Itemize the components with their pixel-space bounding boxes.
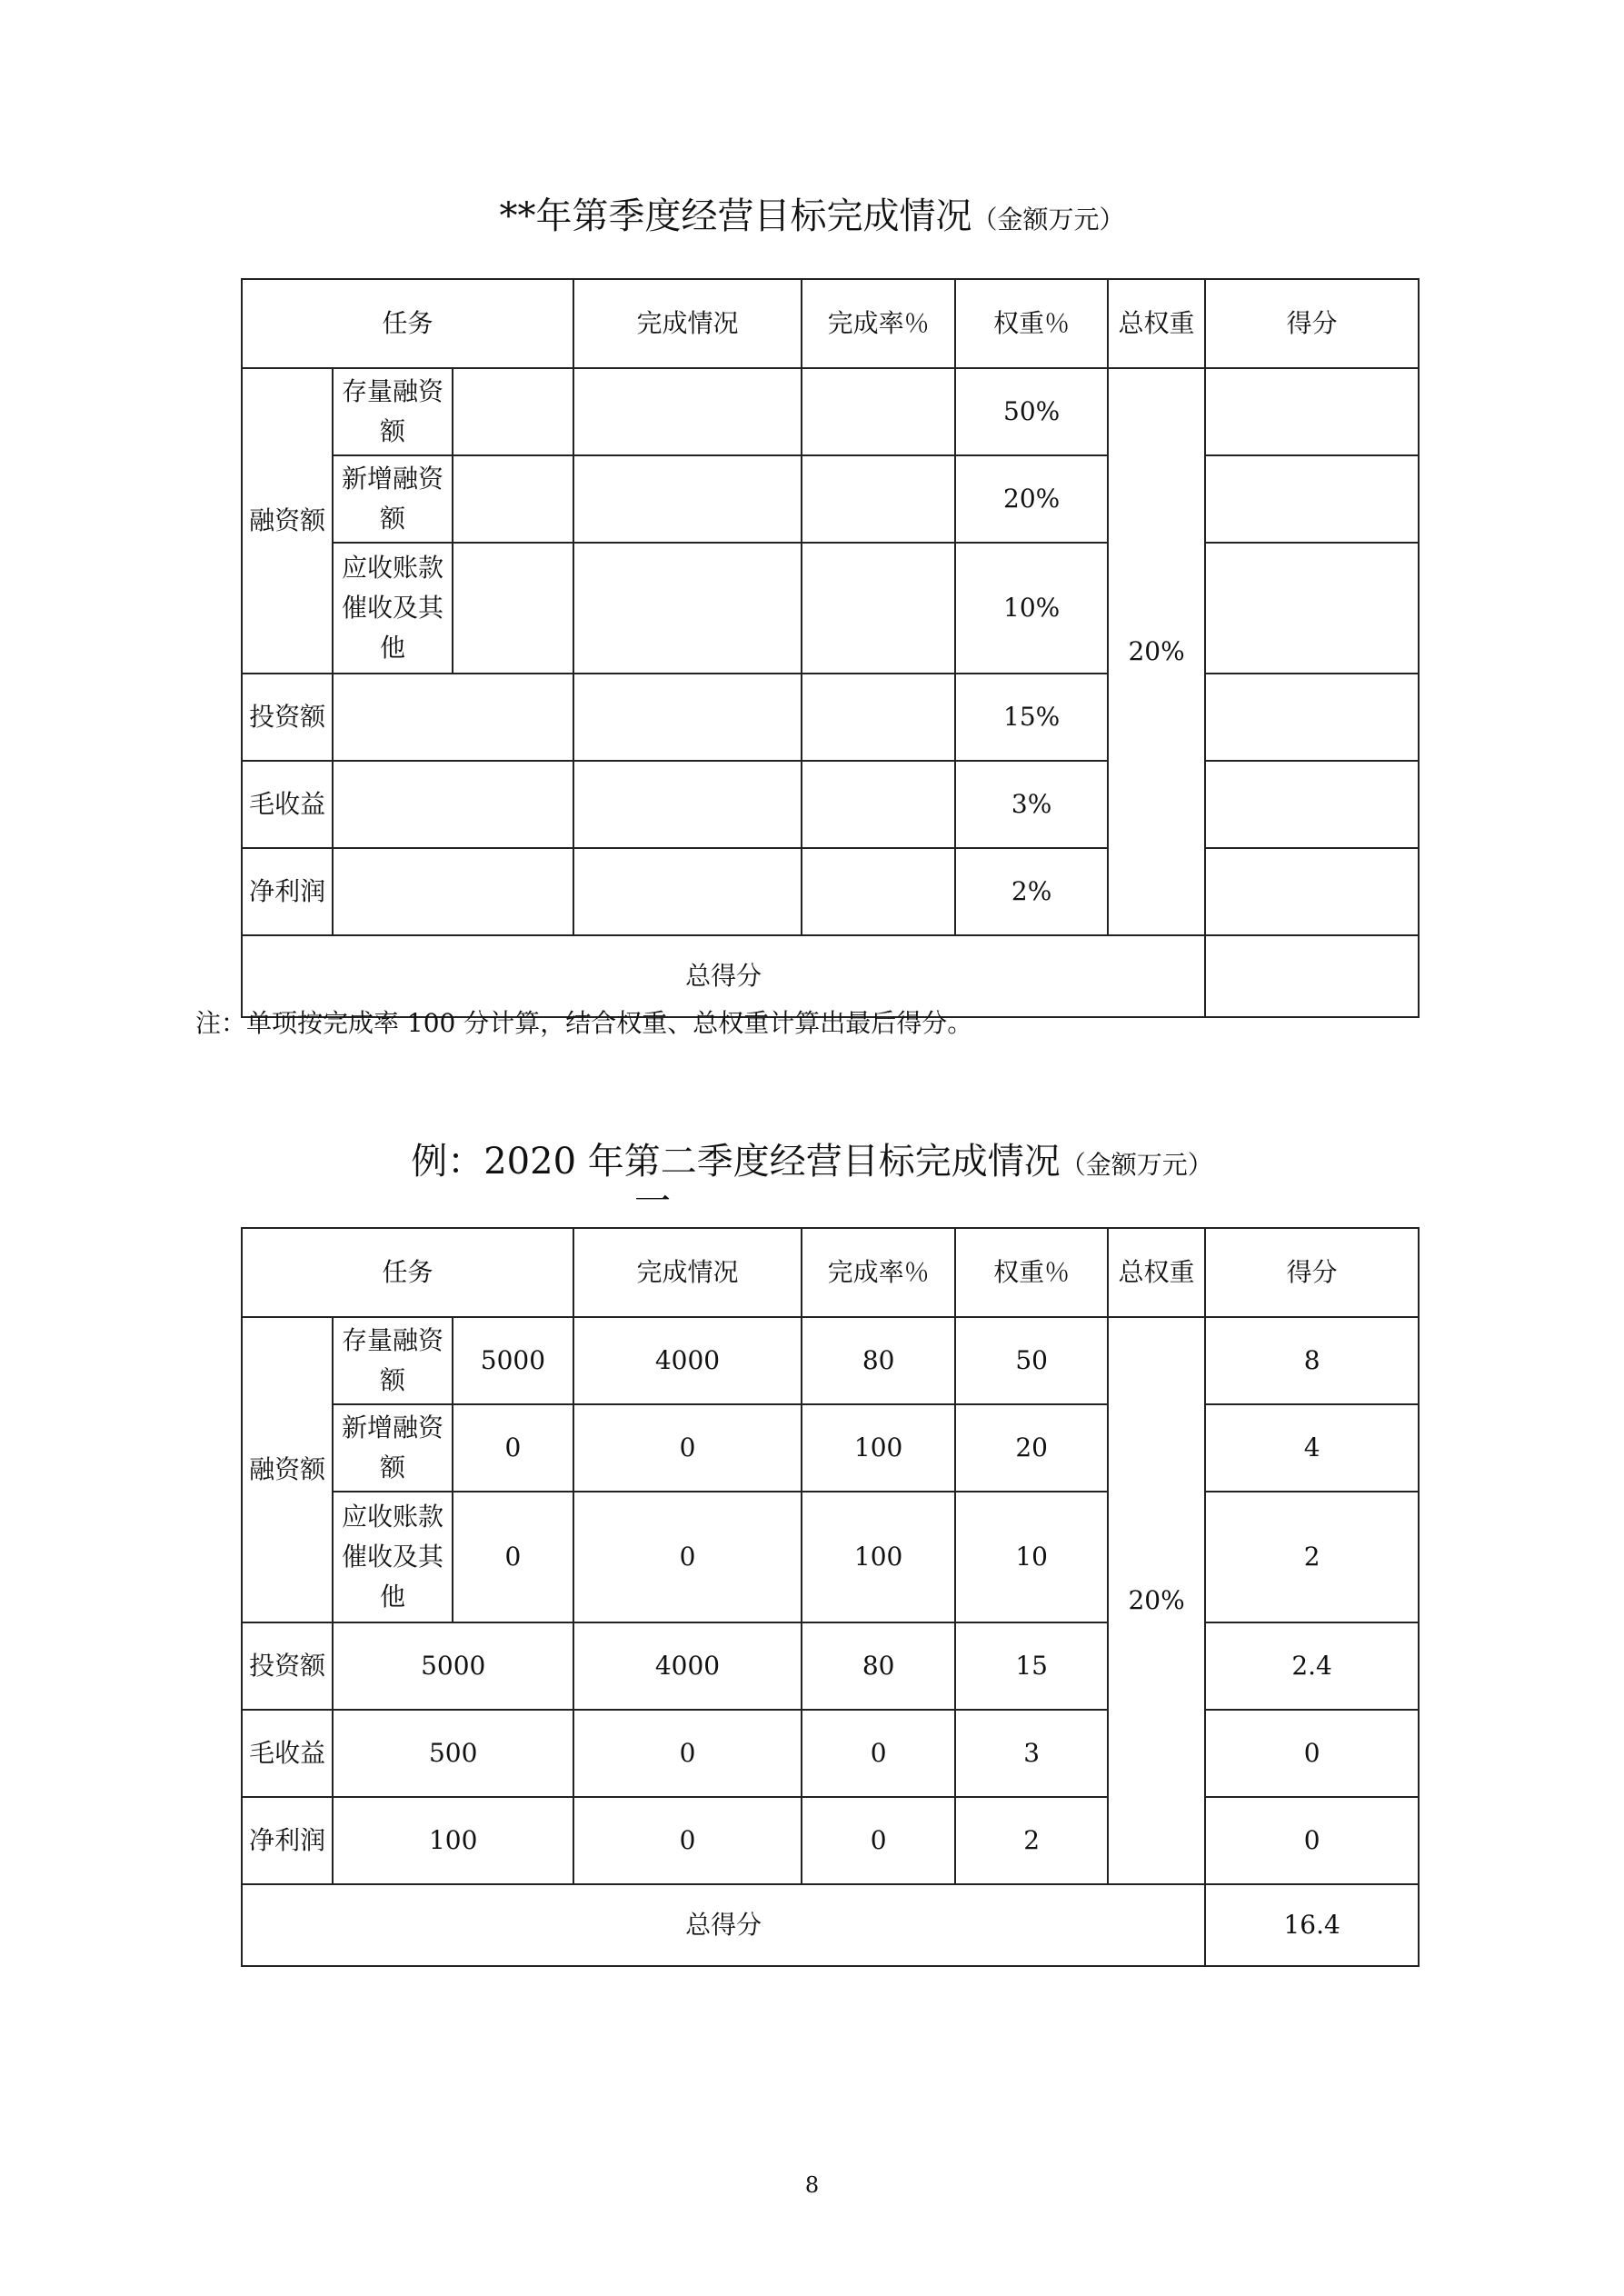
item-label: 新增融资额 [333,455,452,543]
table-row [242,455,1419,543]
header-status: 完成情况 [573,1228,802,1317]
target-cell [453,543,573,674]
target-cell: 5000 [453,1317,573,1404]
target-cell [453,455,573,543]
weight-cell: 20 [955,1404,1108,1492]
target-cell: 500 [333,1710,573,1797]
table-row [242,761,1419,848]
table-row [242,543,1419,674]
weight-cell: 2 [955,1797,1108,1884]
item-label: 存量融资额 [333,368,452,455]
total-label: 总得分 [242,1884,1205,1966]
item-label: 应收账款催收及其他 [333,1492,452,1622]
score-cell: 0 [1205,1710,1419,1797]
target-cell [333,674,573,761]
status-cell: 4000 [573,1317,802,1404]
total-row [242,1884,1419,1966]
status-cell [573,761,802,848]
rate-cell [802,543,956,674]
table-row [242,1404,1419,1492]
header-task: 任务 [242,1228,573,1317]
status-cell [573,674,802,761]
group-financing: 融资额 [242,1317,333,1622]
rate-cell [802,674,956,761]
header-rate: 完成率％ [802,279,956,368]
header-task: 任务 [242,279,573,368]
rate-cell: 100 [802,1492,956,1622]
target-cell [333,761,573,848]
weight-cell: 15 [955,1622,1108,1710]
rate-cell: 80 [802,1622,956,1710]
rate-cell [802,848,956,935]
note-text: 注：单项按完成率 100 分计算，结合权重、总权重计算出最后得分。 [195,1008,973,1038]
score-cell: 0 [1205,1797,1419,1884]
table-row [242,674,1419,761]
header-total-weight: 总权重 [1108,1228,1205,1317]
header-weight: 权重％ [955,1228,1108,1317]
score-cell [1205,543,1419,674]
weight-cell: 10 [955,1492,1108,1622]
rate-cell [802,455,956,543]
item-label: 毛收益 [242,761,333,848]
total-weight-cell: 20% [1108,1317,1205,1884]
weight-cell: 50 [955,1317,1108,1404]
weight-cell: 3% [955,761,1108,848]
header-weight: 权重％ [955,279,1108,368]
header-total-weight: 总权重 [1108,279,1205,368]
rate-cell [802,368,956,455]
status-cell: 4000 [573,1622,802,1710]
rate-cell [802,761,956,848]
rate-cell: 0 [802,1797,956,1884]
item-label: 存量融资额 [333,1317,452,1404]
section1-title-text: **年第季度经营目标完成情况 [499,195,972,237]
table-row [242,848,1419,935]
score-cell: 8 [1205,1317,1419,1404]
header-score: 得分 [1205,279,1419,368]
target-cell: 100 [333,1797,573,1884]
status-cell: 0 [573,1492,802,1622]
item-label: 毛收益 [242,1710,333,1797]
section2-unit: （金额万元） [1060,1150,1213,1180]
header-rate: 完成率％ [802,1228,956,1317]
table-row [242,1622,1419,1710]
score-cell [1205,674,1419,761]
rate-cell: 80 [802,1317,956,1404]
header-score: 得分 [1205,1228,1419,1317]
score-cell [1205,455,1419,543]
table-row [242,1317,1419,1404]
objectives-table-template [241,278,1420,1018]
total-score-cell [1205,935,1419,1017]
weight-cell: 15% [955,674,1108,761]
objectives-table-example [241,1227,1420,1967]
item-label: 净利润 [242,1797,333,1884]
total-label: 总得分 [242,935,1205,1017]
score-cell [1205,761,1419,848]
score-cell [1205,368,1419,455]
item-label: 应收账款催收及其他 [333,543,452,674]
table-row [242,1492,1419,1622]
item-label: 净利润 [242,848,333,935]
status-cell: 0 [573,1710,802,1797]
section1-title [0,193,1624,244]
score-cell: 2 [1205,1492,1419,1622]
weight-cell: 3 [955,1710,1108,1797]
section1-unit: （金额万元） [971,205,1125,235]
score-cell: 4 [1205,1404,1419,1492]
weight-cell: 2% [955,848,1108,935]
item-label: 新增融资额 [333,1404,452,1492]
table-row [242,1797,1419,1884]
target-cell [333,848,573,935]
group-financing: 融资额 [242,368,333,674]
total-weight-cell: 20% [1108,368,1205,935]
header-status: 完成情况 [573,279,802,368]
item-label: 投资额 [242,1622,333,1710]
weight-cell: 10% [955,543,1108,674]
target-cell [453,368,573,455]
page-number: 8 [804,2172,820,2198]
table-row [242,1710,1419,1797]
target-cell: 5000 [333,1622,573,1710]
section2-title [0,1138,1624,1189]
rate-cell: 100 [802,1404,956,1492]
total-score-cell: 16.4 [1205,1884,1419,1966]
target-cell: 0 [453,1492,573,1622]
status-cell [573,368,802,455]
status-cell: 0 [573,1404,802,1492]
status-cell [573,848,802,935]
item-label: 投资额 [242,674,333,761]
status-cell [573,455,802,543]
weight-cell: 50% [955,368,1108,455]
rate-cell: 0 [802,1710,956,1797]
status-cell: 0 [573,1797,802,1884]
table-row [242,368,1419,455]
target-cell: 0 [453,1404,573,1492]
section2-title-tail: 一 [634,1181,671,1223]
section2-title-text: 例：2020 年第二季度经营目标完成情况 [411,1141,1061,1183]
weight-cell: 20% [955,455,1108,543]
table-header-row [242,279,1419,368]
table-header-row [242,1228,1419,1317]
score-cell [1205,848,1419,935]
status-cell [573,543,802,674]
score-cell: 2.4 [1205,1622,1419,1710]
